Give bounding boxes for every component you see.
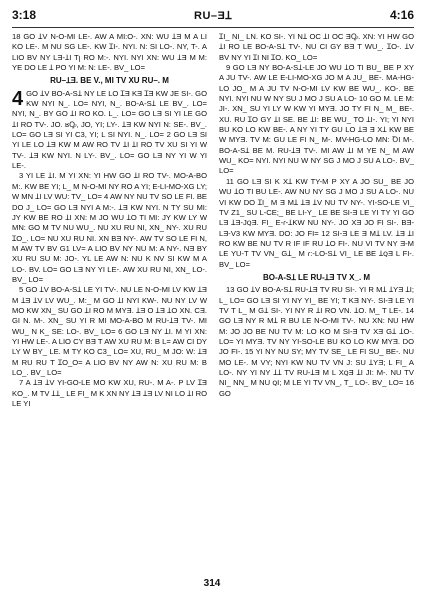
header-right-reference: 4:16 (389, 8, 414, 22)
paragraph: 13 GO ꞱV BO-A-SꞱ RU-ꞱƎ TV RU SI-. YI R MꞱ ꞱYƎ ꞱI; L_ LO= GO LƎ SI YI NY YI_ BE YI; T KƎ NY-. SI-Ǝ LE YI TV T L_ M GꞱ SI-. YI NY R ꞱI RO VN. ꞱO. M_ T LE-. 14 GO LƎ NY R MꞱ R BU LE N-O-MI TV-. NU XN: NU HW M: JO JO BE NU TV M: LO KO M SI-Ǝ TV XƎ GꞱ ꞱO-. LO= YI MYƎ. TV NY YI-SO-LE BU KO LO KW MYƎ. DO JO FI-. 15 YI NY NU SY; MY TV SE_ LE FI SU_ BE-. NU MO LE-. M VY; NYI KW NU TV VN J: SU ꞱYƎ; L FI_ A LO-. NY YI NY ꞱꞱ TV RU-ꞱƎ M L XꞯƎ ꞱI JI: M-. NU TV NI_ NN_ M NU ꞯI; M LE YI TV VN_, T_ LO-. BV_ LO= 16 GO (219, 285, 414, 398)
chapter-opening-paragraph (12, 89, 207, 172)
running-header (12, 8, 414, 24)
page-number: 314 (203, 578, 221, 589)
section-heading: RU–ꞱƎ. BE V., MI TV XU RU–. M (50, 76, 169, 86)
paragraph: 18 GO ꞱV N-O-MI LE-. AW A MI:O-. XN: WU ꞱƎ M A LI KO LE-. M NU SG LE-. KW ꞮI-. NYI. N: SI LO-. NY, T-. A LIO BV NY LƎ-ꞱI Tꞁ RO M:-. NYI. NYI XN: WU ꞱƎ M M: YE DO LE Ʇ PO YI M: N: LE-. BV_ LO= (12, 32, 207, 73)
paragraph: 5 GO ꞱV BO-A-SꞱ LE YI TV-. NU LE N-O-MI LV KW ꞱƎ M ꞱƎ ꞱV LV WU_. M:_ M GO ꞱI NYI KW-. NU NY LV W MO KW XN_ SU GO ꞱI RO M MYƎ. ꞱƎ O ꞱƎ ꞱO XN. CƎ. GI N. M-. XN_ SU YI R MI MO-A-BO M RU-ꞱƎ TV-. MI WU_ N K_ SE: LO-. BV_ LO= 6 GO LƎ NY ꞱI. M YI XN: YI HW LE-. A LIO CY BƎ T AW XU RU M: B L= AW CI DY LY W BY_ LE. M TY KO C3_ LO= XU, RU_ M JO: W: ꞱƎ M RU RU T ꞮO_O= A LIO BV NY AW N: XU RU M: B LO_. BV_ LO= (12, 285, 207, 377)
chapter-number: 4 (12, 87, 24, 110)
section-heading: BO-A-SꞱ LE RU-ꞱƎ TV X_. M (262, 272, 371, 282)
paragraph: 11 GO LƎ SI K XꞱ KW TY-M P XY A JO SU_ BE JO WU ꞱO TI BU LE-. AW NU NY SG J MO J SU A LO-. NU VI KW DO ꞮI_ M Ǝ MꞱ ꞱƎ ꞱV NU TV NY-. YI-SO-LE VI_ TV Z1_ SU L-CE;_ BE LI-Y_ LE BE SI-Ǝ LE YI TY YI GO LƎ ꞱƎ-JꞯƎ. FI_ E-ɾ-ꞱKW NU NY-. JO XƎ JO FI SI-. BƎ-LƎ-V3 KW MYƎ. DO: JO FI= 12 SI-Ǝ LE Ǝ MꞱ LV. ꞱƎ ꞱI RO KW BE NU TV R IF IF RU ꞱO FI-. NU VI TV NY Ǝ-M LE YU-T TV VN_ GꞱ_ M ɾ:-LO-SꞱ VI_ LE BE ꞱꞯƎ L FI-. BV_ LO= (219, 176, 414, 269)
right-column (219, 32, 414, 574)
left-column (12, 32, 207, 574)
header-rule (12, 27, 414, 28)
header-book-title: RU–ƎꞱ (194, 10, 232, 22)
text-columns (12, 32, 414, 574)
header-left-reference: 3:18 (12, 8, 37, 22)
paragraph-text: GO ꞱV BO-A-SꞱ NY LE LO ꞮƎ KƎ ꞮƎ KW JE SI-. GO KW NYI N_. LO= NYI, N_. BO-A-SꞱ LE BV_. LO= NYI, N_. BY GO ꞱI RO KO. L_. LO= GO LƎ SI YI LE GO ꞱI RO TV-. JO. ʁꝘ, JO, YI; LY-. ꞱƎ KW NYI N: SE-. BV_. LO= GO LƎ SI YI C3, YI; L SI NYI. N_. LO= 2 GO LƎ SI YI LE LO ꞱƎ KW M AW RO TV ꞱI ꞱI RO TV XU SI YI W TV-. ꞱƎ KW NYI. N LY-. BV_. LO= GO LƎ NY YI W YI LE-. (12, 88, 207, 171)
paragraph: 3 YI LE ꞱI. M YI XN: YI HW GO ꞱI RO TV-. MO-A-BO M:. KW BE YI; L_ M N-O-MI NY RO A YI; E-LI-MO-XG LY; W MN ꞱI LV WU: TV_ LO= 4 AW NY NU TV SO LE FI. BE DO J_ LO= GO LƎ NYI A M:-. ꞱƎ KW NYI. N TY SU MI: JY KW BE RO ꞱI XN: M JO WU ꞱO TI MI: JY KW LY W MN: GO M TV NU WU_. NU XU RU NI, XN_ NY-. XU RU ꞮO_. LO= NU XU RU NI. XN BƎ NY-. AW TV SO LE FI N, M AW TV BV G1 LV= A LIO BV NY NU M: A NY-. NƎ BY XU RU SU M: JO-. YL LE AW N: NU K NV SI KW M A LO-. BV. LO= GO LƎ NY YI LE-. AW XU RU NI, XN_ LO-. BV_ LO= (12, 171, 207, 284)
paragraph: ꞮI_ NI_ LN. KO SI-. YI NꞱ OC ꞱI OC ƎꝘ. XN: YI HW GO ꞱI RO LE BO-A-SꞱ TV-. NU CI GY BƎ T WU_. ꞮO-. ꞱV BV NY YI ꞮI NI ꞮO. KO_ LO= (219, 32, 414, 62)
paragraph: 9 GO LƎ NY BO-A-SꞱ-LE JO WU ꞱO TI BU_ BE P XY A JU TV-. AW LE E-LI-MO-XG JO M A JU_ BE-. MA-HG-LO JO_ M A JU TV N-O-MI LV KW BE WU_. KO-. BE NYI. NYI NU W NY SU J MO J SU A LO- 10 GO M. LE M: JI-. XN_ SU YI LY W KW YI MYƎ. JO TY FI N_ M_ BE-. XU. RU ꞮO GY ꞱI SE. BE ꞱI: BE WU_ TO ꞱI-. YI; YI NYI BU KO LO KW BE-. A NY YI TY GU LO ꞱƎ Ǝ XꞱ KW BE W MYƎ. TV M: GU LE FI N_ M-. MV-HG-LO MN: ꝹI M-. BO-A-SꞱ BE M. RU-ꞱƎ TV-. MI AW ꞱI M YE N_ M AW WU_ KO= NYI. NYI NU W NY SG J MO J SU A LO-. BV_ LO= (219, 63, 414, 176)
paragraph: 7 A ꞱƎ ꞱV YI-GO-LE MO KW XU, RU-. M A-. P LV ꞮƎ KO_. M TV ꞱꞱ_ LE FI_ M K XN NY ꞱƎ ꞱƎ LV NI LO ꞱI RO LE YI (12, 378, 207, 409)
